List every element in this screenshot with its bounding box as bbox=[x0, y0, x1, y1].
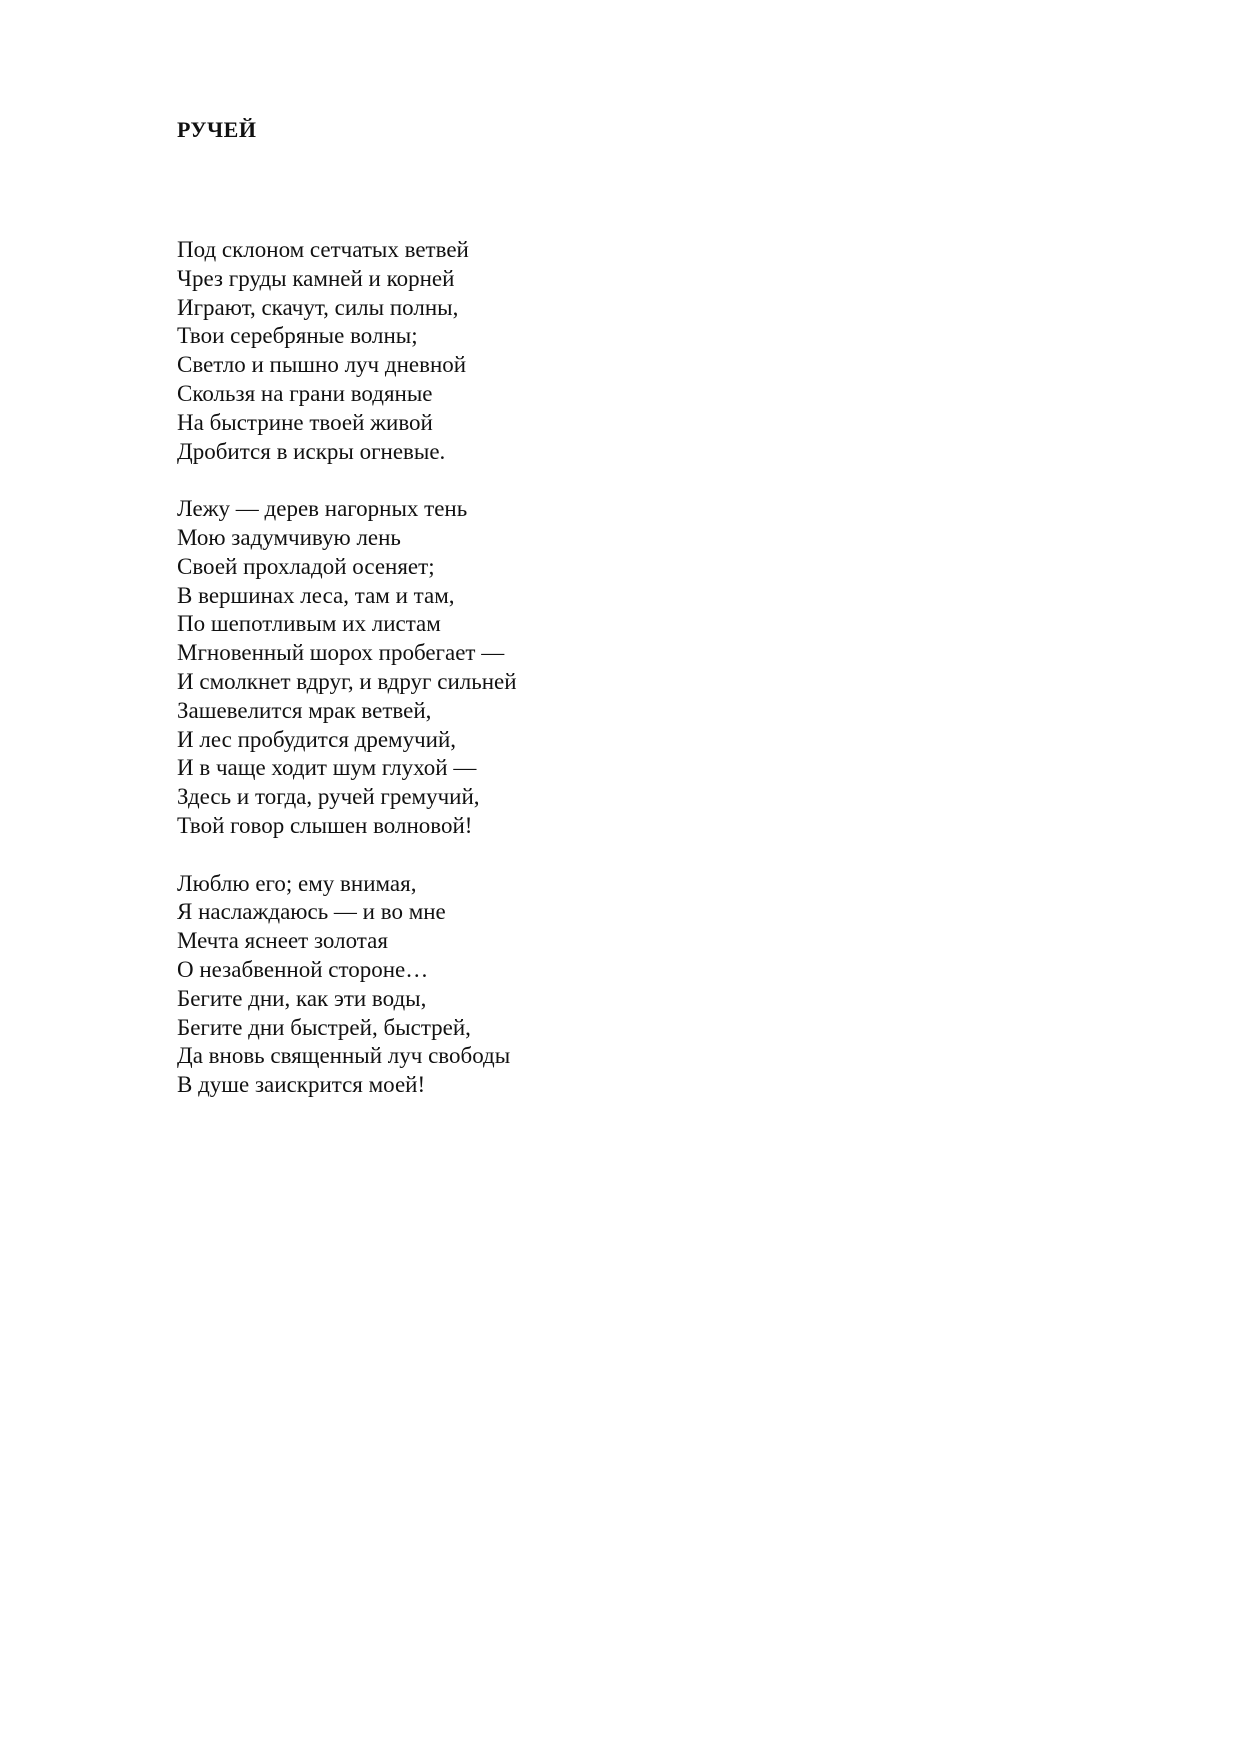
poem-line: Мою задумчивую лень bbox=[177, 524, 401, 550]
poem-line: Своей прохладой осеняет; bbox=[177, 553, 435, 579]
poem-line: Твои серебряные волны; bbox=[177, 323, 418, 349]
poem-line: В душе заискрится моей! bbox=[177, 1072, 426, 1098]
poem-line: В вершинах леса, там и там, bbox=[177, 582, 455, 608]
poem-line: Люблю его; ему внимая, bbox=[177, 870, 417, 896]
poem-line: Мгновенный шорох пробегает — bbox=[177, 640, 505, 666]
poem-line: Бегите дни быстрей, быстрей, bbox=[177, 1014, 471, 1040]
poem-line: На быстрине твоей живой bbox=[177, 409, 433, 435]
poem-line: Бегите дни, как эти воды, bbox=[177, 985, 427, 1011]
poem-line: Светло и пышно луч дневной bbox=[177, 352, 467, 378]
poem-line: И в чаще ходит шум глухой — bbox=[177, 755, 477, 781]
stanza-1 bbox=[177, 236, 1077, 466]
stanza-2 bbox=[177, 495, 1077, 841]
poem-line: И лес пробудится дремучий, bbox=[177, 726, 457, 752]
poem-line: Играют, скачут, силы полны, bbox=[177, 294, 459, 320]
poem-line: Дробится в искры огневые. bbox=[177, 438, 446, 464]
poem-line: Чрез груды камней и корней bbox=[177, 265, 455, 291]
poem-line: Твой говор слышен волновой! bbox=[177, 812, 473, 838]
poem-line: О незабвенной стороне… bbox=[177, 956, 429, 982]
poem-title: РУЧЕЙ bbox=[177, 117, 257, 142]
poem-line: Скользя на грани водяные bbox=[177, 380, 433, 406]
poem-line: Мечта яснеет золотая bbox=[177, 928, 388, 954]
poem-line: Под склоном сетчатых ветвей bbox=[177, 237, 469, 262]
poem-body bbox=[177, 236, 1077, 1129]
poem-line: Лежу — дерев нагорных тень bbox=[177, 496, 468, 522]
poem-line: Зашевелится мрак ветвей, bbox=[177, 697, 432, 723]
poem-line: По шепотливым их листам bbox=[177, 611, 441, 637]
poem-line: И смолкнет вдруг, и вдруг сильней bbox=[177, 668, 517, 694]
poem-line: Я наслаждаюсь — и во мне bbox=[177, 899, 446, 925]
poem-line: Здесь и тогда, ручей гремучий, bbox=[177, 784, 480, 810]
poem-line: Да вновь священный луч свободы bbox=[177, 1043, 511, 1069]
stanza-3 bbox=[177, 870, 1077, 1100]
